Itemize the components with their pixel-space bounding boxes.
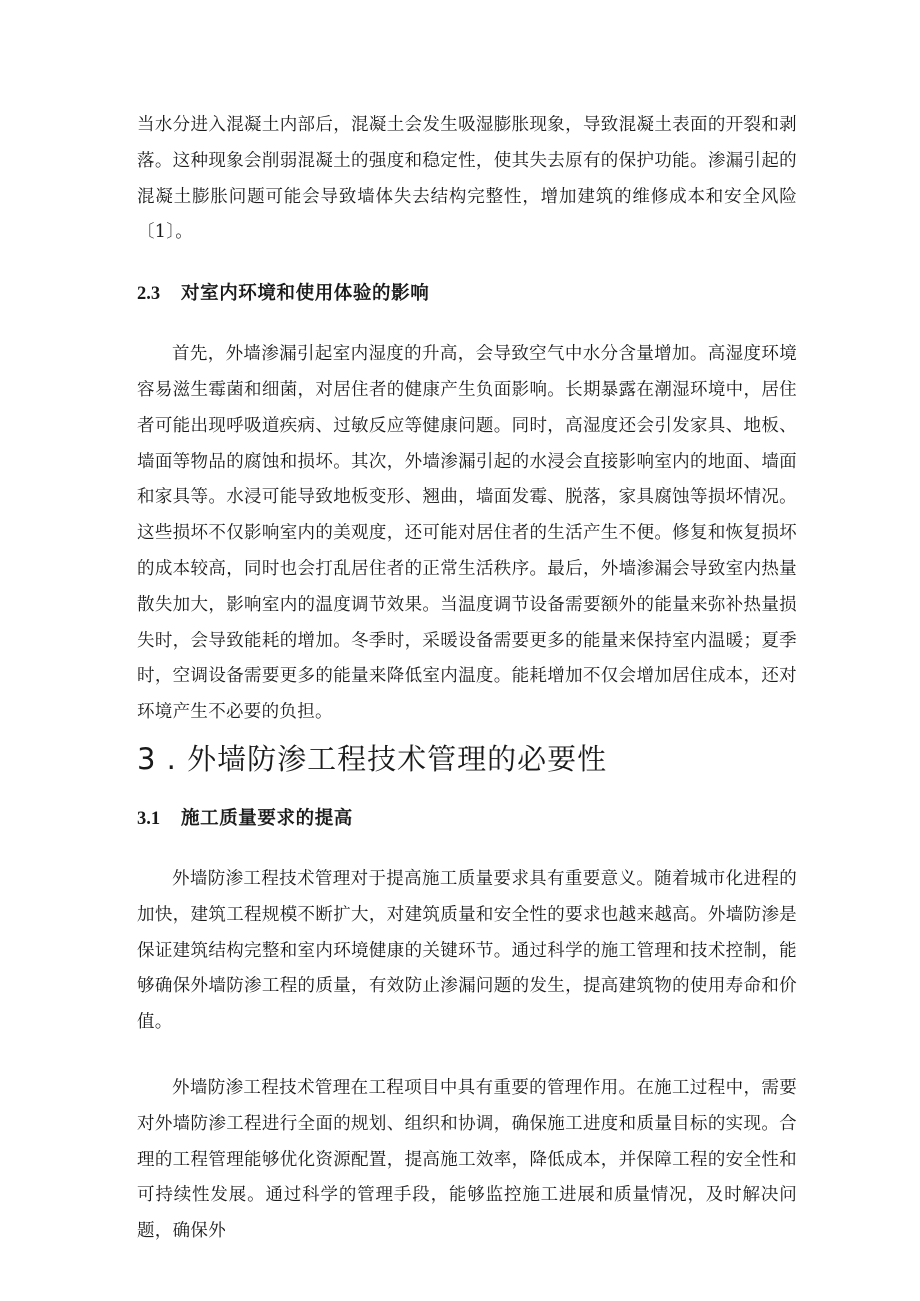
document-page bbox=[137, 108, 797, 1250]
section-2-3-heading bbox=[137, 279, 797, 309]
section-2-3-paragraph: 首先，外墙渗漏引起室内湿度的升高，会导致空气中水分含量增加。高湿度环境容易滋生霉菌和细菌，对居住者的健康产生负面影响。长期暴露在潮湿环境中，居住者可能出现呼吸道疾病、过敏反应等健康问题。同时，高湿度还会引发家具、地板、墙面等物品的腐蚀和损坏。其次，外墙渗漏引起的水浸会直接影响室内的地面、墙面和家具等。水浸可能导致地板变形、翘曲，墙面发霉、脱落，家具腐蚀等损坏情况。这些损坏不仅影响室内的美观度，还可能对居住者的生活产生不便。修复和恢复损坏的成本较高，同时也会打乱居住者的正常生活秩序。最后，外墙渗漏会导致室内热量散失加大，影响室内的温度调节效果。当温度调节设备需要额外的能量来弥补热量损失时，会导致能耗的增加。冬季时，采暖设备需要更多的能量来保持室内温暖；夏季时，空调设备需要更多的能量来降低室内温度。能耗增加不仅会增加居住成本，还对环境产生不必要的负担。 bbox=[137, 344, 797, 723]
section-2-3-number: 2.3 bbox=[137, 284, 161, 305]
section-3-1-number: 3.1 bbox=[137, 808, 161, 829]
section-2-3-title: 对室内环境和使用体验的影响 bbox=[181, 283, 430, 305]
intro-paragraph: 当水分进入混凝土内部后，混凝土会发生吸湿膨胀现象，导致混凝土表面的开裂和剥落。这种现象会削弱混凝土的强度和稳定性，使其失去原有的保护功能。渗漏引起的混凝土膨胀问题可能会导致墙体失去结构完整性，增加建筑的维修成本和安全风险〔1〕。 bbox=[137, 115, 797, 243]
section-3-1-heading bbox=[137, 804, 797, 834]
section-3-1-paragraph-1: 外墙防渗工程技术管理对于提高施工质量要求具有重要意义。随着城市化进程的加快，建筑工程规模不断扩大，对建筑质量和安全性的要求也越来越高。外墙防渗是保证建筑结构完整和室内环境健康的关键环节。通过科学的施工管理和技术控制，能够确保外墙防渗工程的质量，有效防止渗漏问题的发生，提高建筑物的使用寿命和价值。 bbox=[137, 868, 797, 1033]
section-3-1-title: 施工质量要求的提高 bbox=[181, 807, 353, 829]
section-3-1-paragraph-2: 外墙防渗工程技术管理在工程项目中具有重要的管理作用。在施工过程中，需要对外墙防渗工程进行全面的规划、组织和协调，确保施工进度和质量目标的实现。合理的工程管理能够优化资源配置，提高施工效率，降低成本，并保障工程的安全性和可持续性发展。通过科学的管理手段，能够监控施工进展和质量情况，及时解决问题，确保外 bbox=[137, 1077, 797, 1242]
section-3-heading: 3 . 外墙防渗工程技术管理的必要性 bbox=[137, 741, 608, 776]
